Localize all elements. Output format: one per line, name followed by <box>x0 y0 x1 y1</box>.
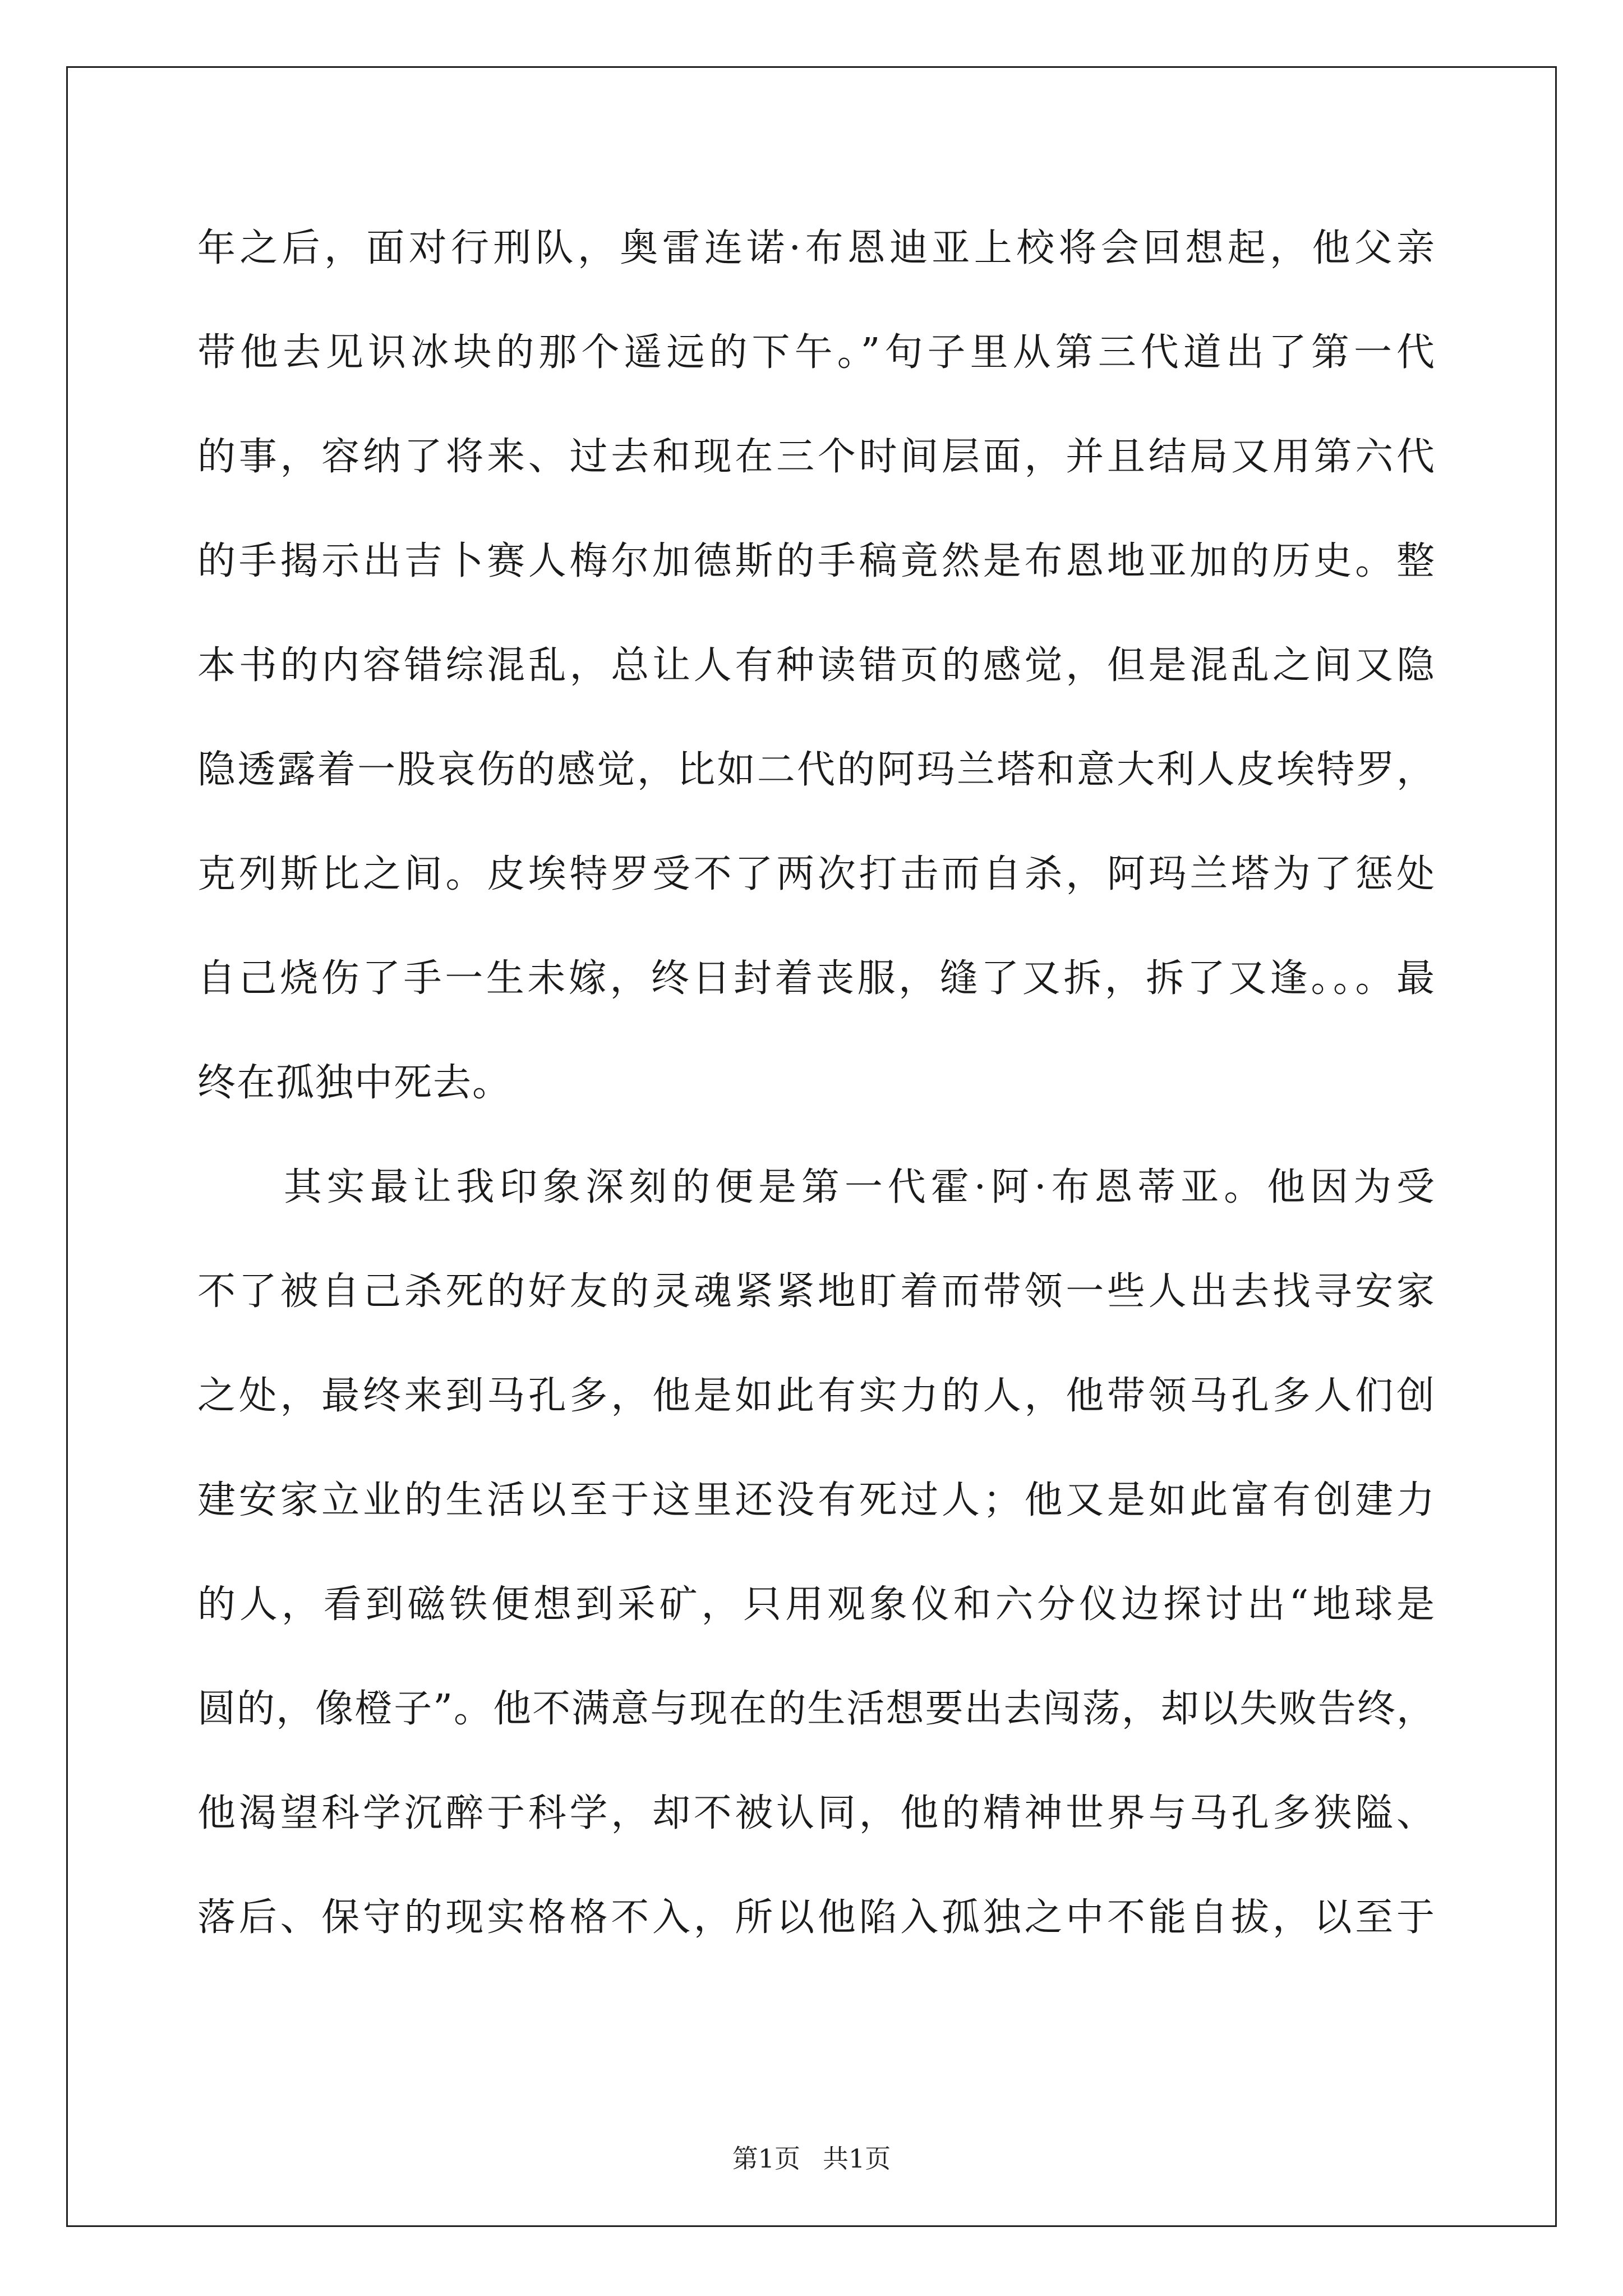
text-line: 的手揭示出吉卜赛人梅尔加德斯的手稿竟然是布恩地亚加的历史。整 <box>197 539 1436 583</box>
page-total: 共1页 <box>823 2143 891 2174</box>
text-line: 不了被自己杀死的好友的灵魂紧紧地盯着而带领一些人出去找寻安家 <box>197 1269 1436 1314</box>
text-line: 建安家立业的生活以至于这里还没有死过人；他又是如此富有创建力 <box>197 1478 1436 1522</box>
text-line: 带他去见识冰块的那个遥远的下午。”句子里从第三代道出了第一代 <box>197 330 1436 375</box>
paragraph-start-line: 其实最让我印象深刻的便是第一代霍·阿·布恩蒂亚。他因为受 <box>197 1165 1436 1209</box>
text-line: 自己烧伤了手一生未嫁，终日封着丧服，缝了又拆，拆了又逢。。。最 <box>197 956 1436 1001</box>
text-line: 隐透露着一股哀伤的感觉，比如二代的阿玛兰塔和意大利人皮埃特罗， <box>197 748 1436 792</box>
text-line: 年之后，面对行刑队，奥雷连诺·布恩迪亚上校将会回想起，他父亲 <box>197 226 1436 270</box>
text-line: 圆的，像橙子”。他不满意与现在的生活想要出去闯荡，却以失败告终， <box>197 1687 1436 1731</box>
document-body <box>197 196 1436 1970</box>
text-line: 克列斯比之间。皮埃特罗受不了两次打击而自杀，阿玛兰塔为了惩处 <box>197 852 1436 896</box>
text-line: 他渴望科学沉醉于科学，却不被认同，他的精神世界与马孔多狭隘、 <box>197 1791 1436 1835</box>
text-line: 本书的内容错综混乱，总让人有种读错页的感觉，但是混乱之间又隐 <box>197 643 1436 688</box>
page-number: 第1页 <box>732 2143 800 2174</box>
text-line: 的事，容纳了将来、过去和现在三个时间层面，并且结局又用第六代 <box>197 435 1436 479</box>
text-line: 的人，看到磁铁便想到采矿，只用观象仪和六分仪边探讨出“地球是 <box>197 1582 1436 1627</box>
text-line: 终在孤独中死去。 <box>197 1061 512 1105</box>
text-line: 落后、保守的现实格格不入，所以他陷入孤独之中不能自拔，以至于 <box>197 1895 1436 1940</box>
page-footer <box>0 2142 1623 2175</box>
text-line: 之处，最终来到马孔多，他是如此有实力的人，他带领马孔多人们创 <box>197 1374 1436 1418</box>
